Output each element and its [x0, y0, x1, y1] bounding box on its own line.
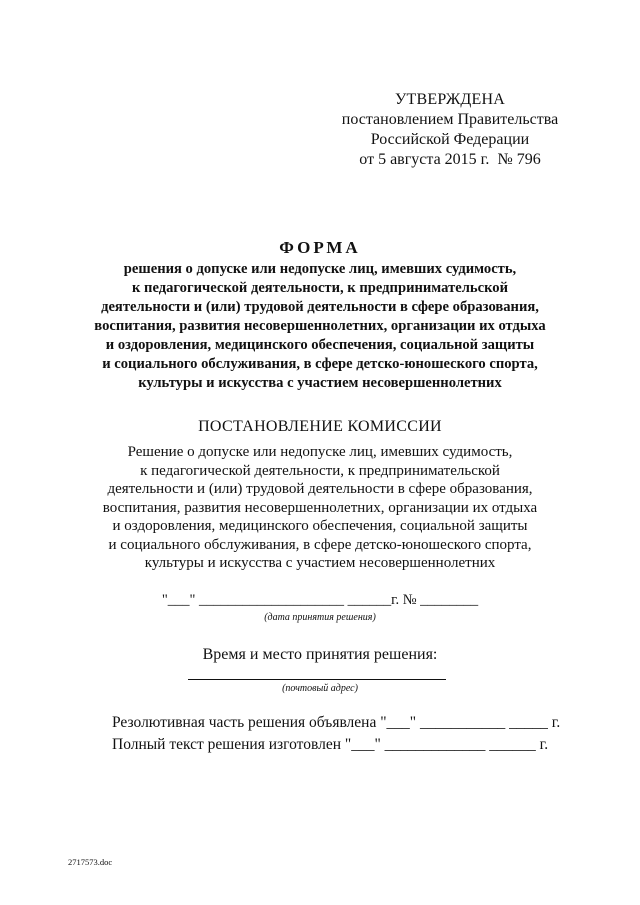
approval-number: № 796 — [497, 151, 541, 168]
resolution-text-line: деятельности и (или) трудовой деятельности в сфере образования, — [107, 481, 533, 497]
resolution-text-line: к педагогической деятельности, к предпринимательской — [140, 462, 500, 479]
form-description — [60, 260, 580, 393]
form-description-line: решения о допуске или недопуске лиц, имевших судимость, — [123, 261, 517, 277]
approval-line-2: Российской Федерации — [370, 131, 530, 148]
form-description-line: к педагогической деятельности, к предпринимательской — [131, 280, 509, 296]
postal-address-line — [188, 679, 446, 680]
form-description-line: воспитания, развития несовершеннолетних, организации их отдыха — [94, 318, 546, 334]
resolution-text-line: культуры и искусства с участием несовершеннолетних — [144, 555, 496, 571]
operative-part-line: Резолютивная часть решения объявлена "___" ___________ _____ г. — [112, 714, 561, 731]
full-text-line: Полный текст решения изготовлен "___" _____________ ______ г. — [112, 736, 549, 753]
resolution-text-line: и социального обслуживания, в сфере детско-юношеского спорта, — [108, 536, 532, 553]
form-title: ФОРМА — [279, 238, 361, 257]
resolution-text-line: и оздоровления, медицинского обеспечения, социальной защиты — [112, 518, 528, 534]
approval-block — [330, 90, 570, 170]
approval-line-1: постановлением Правительства — [341, 111, 559, 128]
approval-date-number — [330, 150, 570, 170]
approval-stamp-title: УТВЕРЖДЕНА — [394, 91, 505, 108]
form-description-line: культуры и искусства с участием несовершеннолетних — [138, 375, 502, 391]
approval-date: от 5 августа 2015 г. — [359, 151, 490, 168]
document-code: 2717573.doc — [68, 857, 113, 867]
decision-place-label: Время и место принятия решения: — [202, 646, 438, 663]
postal-address-caption: (почтовый адрес) — [282, 683, 358, 694]
form-description-line: деятельности и (или) трудовой деятельности в сфере образования, — [101, 299, 539, 315]
resolution-text-line: воспитания, развития несовершеннолетних, организации их отдыха — [102, 499, 538, 516]
resolution-text — [60, 443, 580, 573]
resolution-heading: ПОСТАНОВЛЕНИЕ КОМИССИИ — [198, 418, 442, 435]
form-description-line: и оздоровления, медицинского обеспечения, социальной защиты — [105, 337, 535, 353]
decision-date-number-field: "___" ____________________ ______г. № ________ — [161, 592, 479, 608]
resolution-text-line: Решение о допуске или недопуске лиц, имевших судимость, — [127, 444, 513, 460]
form-description-line: и социального обслуживания, в сфере детско-юношеского спорта, — [102, 356, 538, 372]
decision-date-caption: (дата принятия решения) — [264, 612, 376, 623]
